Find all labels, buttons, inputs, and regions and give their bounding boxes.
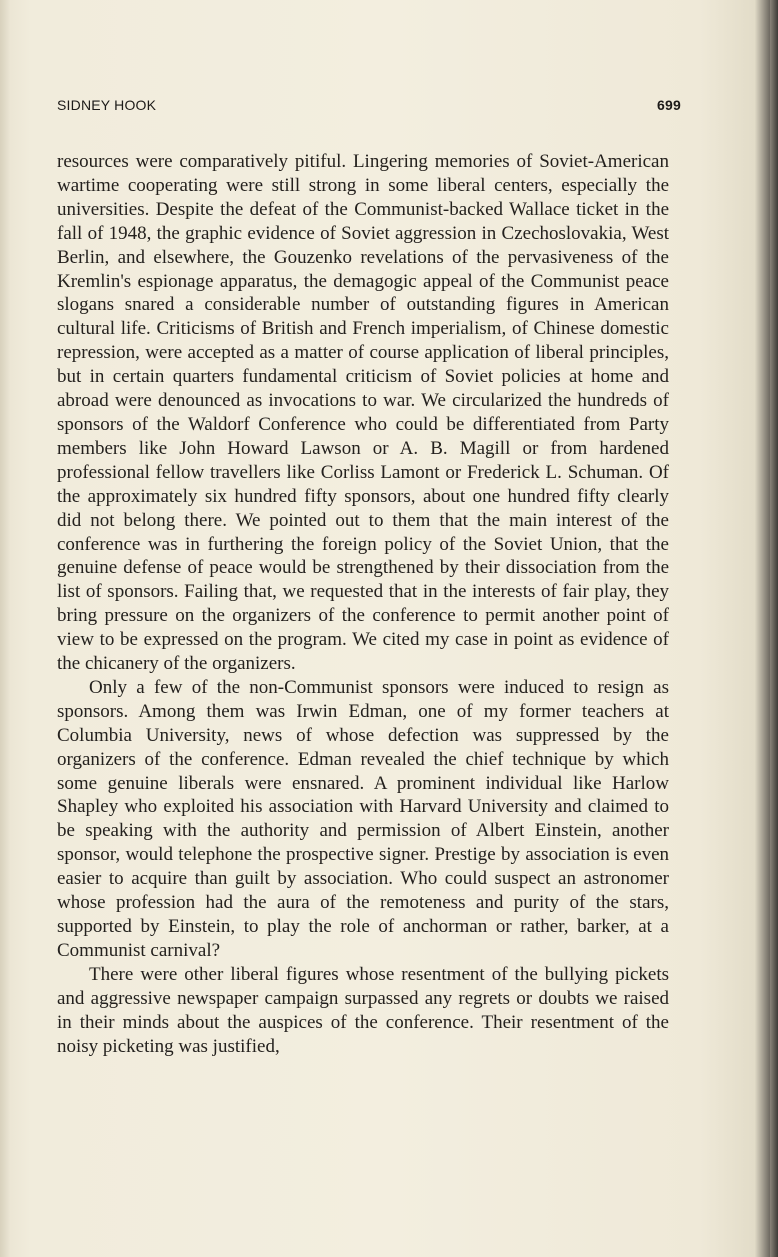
paragraph-3: There were other liberal figures whose resentment of the bullying pickets and aggressive newspaper campaign surpassed any regrets or doubts we raised in their minds about the auspices of the conference. Their resentment of the noisy picketing was justified, xyxy=(57,963,669,1057)
body-text xyxy=(57,150,669,1058)
paragraph-2: Only a few of the non-Communist sponsors were induced to resign as sponsors. Among them was Irwin Edman, one of my former teachers at Columbia University, news of whose defection was suppressed by the organizers of the conference. Edman revealed the chief technique by which some genuine liberals were ensnared. A prominent individual like Harlow Shapley who exploited his association with Harvard University and claimed to be speaking with the authority and permission of Albert Einstein, another sponsor, would telephone the prospective signer. Prestige by association is even easier to acquire than guilt by association. Who could suspect an astronomer whose profession had the aura of the remoteness and purity of the stars, supported by Einstein, to play the role of anchorman or rather, barker, at a Communist carnival? xyxy=(57,676,669,961)
running-head: SIDNEY HOOK xyxy=(57,97,157,113)
paragraph-1: resources were comparatively pitiful. Lingering memories of Soviet-American wartime cooperating were still strong in some liberal centers, especially the universities. Despite the defeat of the Communist-backed Wallace ticket in the fall of 1948, the graphic evidence of Soviet aggression in Czechoslovakia, West Berlin, and elsewhere, the Gouzenko revelations of the pervasiveness of the Kremlin's espionage apparatus, the demagogic appeal of the Communist peace slogans snared a considerable number of outstanding figures in American cultural life. Criticisms of British and French imperialism, of Chinese domestic repression, were accepted as a matter of course application of liberal principles, but in certain quarters fundamental criticism of Soviet policies at home and abroad were denounced as invocations to war. We circularized the hundreds of sponsors of the Waldorf Conference who could be differentiated from Party members like John Howard Lawson or A. B. Magill or from hardened professional fellow travellers like Corliss Lamont or Frederick L. Schuman. Of the approximately six hundred fifty sponsors, about one hundred fifty clearly did not belong there. We pointed out to them that the main interest of the conference was in furthering the foreign policy of the Soviet Union, that the genuine defense of peace would be strengthened by their dissociation from the list of sponsors. Failing that, we requested that in the interests of fair play, they bring pressure on the organizers of the conference to permit another point of view to be expressed on the program. We cited my case in point as evidence of the chicanery of the organizers. xyxy=(57,151,669,675)
page-gutter-shadow xyxy=(0,0,10,1257)
page-header xyxy=(57,97,681,119)
page-number: 699 xyxy=(657,97,681,113)
page-edge-shadow xyxy=(770,0,778,1257)
